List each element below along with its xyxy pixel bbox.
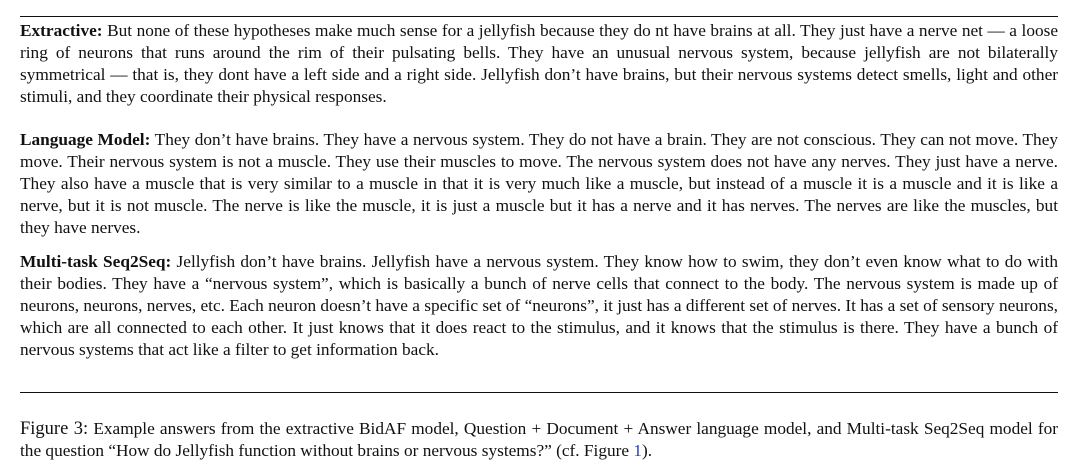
top-rule bbox=[20, 16, 1058, 17]
figure-label: Figure 3: bbox=[20, 419, 89, 439]
figure-reference-link[interactable]: 1 bbox=[633, 441, 643, 460]
caption-text-end: ). bbox=[642, 441, 653, 460]
figure-caption bbox=[20, 418, 1058, 462]
answer-extractive bbox=[20, 20, 1058, 108]
answer-text: But none of these hypotheses make much sense for a jellyfish because they do nt have brains at all. They just have a nerve net — a loose ring of neurons that runs around the rim of their pulsating bells. They have an unusual nervous system, because jellyfish are not bilaterally symmetrical — that is, they dont have a left side and a right side. Jellyfish don’t have brains, but their nervous systems detect smells, light and other stimuli, and they coordinate their physical responses. bbox=[20, 21, 1058, 106]
bottom-rule bbox=[20, 392, 1058, 393]
answer-language-model bbox=[20, 129, 1058, 239]
answer-label: Extractive: bbox=[20, 21, 103, 40]
answer-label: Language Model: bbox=[20, 130, 151, 149]
answer-multitask-seq2seq bbox=[20, 251, 1058, 361]
answer-text: They don’t have brains. They have a nervous system. They do not have a brain. They are not conscious. They can not move. They move. Their nervous system is not a muscle. They use their muscles to move. The nervous system does not have any nerves. They just have a nerve. They also have a muscle that is very similar to a muscle in that it is very much like a muscle, but instead of a muscle it is a muscle and it is like a nerve, but it is not muscle. The nerve is like the muscle, it is just a muscle but it has a nerve and it has nerves. The nerves are like the muscles, but they have nerves. bbox=[20, 130, 1059, 237]
caption-text: Example answers from the extractive BidAF model, Question + Document + Answer language model, and Multi-task Seq2Seq model for the question “How do Jellyfish function without brains or nervous systems?” (cf. Figure bbox=[20, 419, 1058, 460]
answer-text: Jellyfish don’t have brains. Jellyfish have a nervous system. They know how to swim, they don’t even know what to do with their bodies. They have a “nervous system”, which is basically a bunch of nerve cells that connect to the body. The nervous system is made up of neurons, neurons, nerves, etc. Each neuron doesn’t have a specific set of “neurons”, it just has a different set of nerves. It has a set of sensory neurons, which are all connected to each other. It just knows that it does react to the stimulus, and it knows that the stimulus is there. They have a bunch of nervous systems that act like a filter to get information back. bbox=[20, 252, 1058, 359]
answer-label: Multi-task Seq2Seq: bbox=[20, 252, 172, 271]
